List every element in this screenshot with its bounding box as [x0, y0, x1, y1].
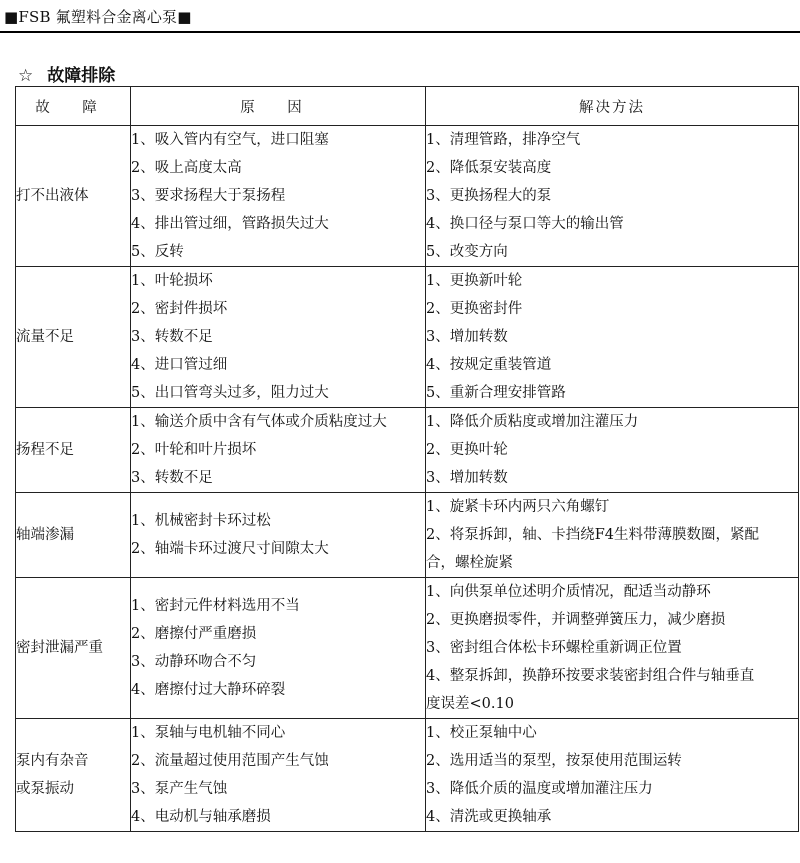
solution-item: 1、更换新叶轮	[426, 273, 523, 289]
cause-item: 3、动静环吻合不匀	[131, 654, 257, 670]
solution-item: 4、整泵拆卸，换静环按要求装密封组合件与轴垂直	[426, 668, 755, 684]
cause-item: 5、出口管弯头过多，阻力过大	[131, 385, 329, 401]
section-title	[18, 61, 115, 86]
solution-item: 5、重新合理安排管路	[426, 385, 566, 401]
fault-label-line: 泵内有杂音	[16, 753, 89, 769]
cause-item: 1、吸入管内有空气，进口阻塞	[131, 132, 329, 148]
solution-cell	[426, 719, 799, 832]
table-row	[16, 493, 799, 578]
solution-item: 3、密封组合体松卡环螺栓重新调正位置	[426, 640, 682, 656]
solution-item: 3、增加转数	[426, 329, 508, 345]
cause-item: 3、转数不足	[131, 470, 213, 486]
fault-cell: 密封泄漏严重	[16, 578, 131, 719]
cause-cell	[131, 267, 426, 408]
cause-cell	[131, 493, 426, 578]
solution-item: 2、选用适当的泵型，按泵使用范围运转	[426, 753, 682, 769]
solution-item: 5、改变方向	[426, 244, 508, 260]
solution-item: 3、更换扬程大的泵	[426, 188, 552, 204]
header-solution	[426, 87, 799, 126]
cause-item: 2、吸上高度太高	[131, 160, 242, 176]
cause-item: 3、转数不足	[131, 329, 213, 345]
solution-item: 1、旋紧卡环内两只六角螺钉	[426, 499, 610, 515]
cause-item: 4、排出管过细，管路损失过大	[131, 216, 329, 232]
troubleshooting-table	[15, 86, 799, 832]
header-fault-label: 故 障	[35, 99, 111, 116]
cause-item: 2、叶轮和叶片损坏	[131, 442, 257, 458]
solution-item: 1、向供泵单位述明介质情况，配适当动静环	[426, 584, 711, 600]
cause-item: 4、进口管过细	[131, 357, 228, 373]
cause-item: 4、电动机与轴承磨损	[131, 809, 271, 825]
cause-item: 1、机械密封卡环过松	[131, 513, 271, 529]
fault-label-line: 或泵振动	[16, 781, 74, 797]
cause-item: 3、泵产生气蚀	[131, 781, 228, 797]
cause-item: 2、轴端卡环过渡尺寸间隙太大	[131, 541, 329, 557]
cause-item: 4、磨擦付过大静环碎裂	[131, 682, 286, 698]
solution-cell	[426, 126, 799, 267]
table-row	[16, 126, 799, 267]
cause-item: 1、叶轮损坏	[131, 273, 213, 289]
fault-cell: 扬程不足	[16, 408, 131, 493]
cause-item: 2、磨擦付严重磨损	[131, 626, 257, 642]
fault-cell	[16, 719, 131, 832]
cause-item: 1、输送介质中含有气体或介质粘度过大	[131, 414, 387, 430]
header-cause	[131, 87, 426, 126]
solution-item: 3、降低介质的温度或增加灌注压力	[426, 781, 653, 797]
header-cause-label: 原 因	[240, 99, 316, 116]
fault-cell: 轴端渗漏	[16, 493, 131, 578]
solution-item: 1、校正泵轴中心	[426, 725, 537, 741]
table-row	[16, 267, 799, 408]
table-row	[16, 408, 799, 493]
solution-item: 2、更换磨损零件，并调整弹簧压力，减少磨损	[426, 612, 726, 628]
solution-item: 合，螺栓旋紧	[426, 555, 513, 571]
header-fault	[16, 87, 131, 126]
cause-item: 2、流量超过使用范围产生气蚀	[131, 753, 329, 769]
cause-item: 5、反转	[131, 244, 184, 260]
cause-cell	[131, 719, 426, 832]
table-header-row	[16, 87, 799, 126]
cause-item: 3、要求扬程大于泵扬程	[131, 188, 286, 204]
solution-cell	[426, 578, 799, 719]
header-rule	[0, 31, 800, 33]
section-title-text: 故障排除	[47, 66, 116, 86]
cause-cell	[131, 408, 426, 493]
header-solution-label: 解决方法	[579, 99, 645, 116]
cause-item: 2、密封件损坏	[131, 301, 228, 317]
solution-item: 3、增加转数	[426, 470, 508, 486]
cause-cell	[131, 126, 426, 267]
solution-item: 2、降低泵安装高度	[426, 160, 552, 176]
table-row	[16, 719, 799, 832]
solution-cell	[426, 493, 799, 578]
solution-cell	[426, 267, 799, 408]
solution-item: 度误差<0.10	[426, 696, 514, 712]
solution-item: 4、按规定重装管道	[426, 357, 552, 373]
solution-item: 2、更换叶轮	[426, 442, 508, 458]
solution-item: 4、清洗或更换轴承	[426, 809, 552, 825]
solution-cell	[426, 408, 799, 493]
star-icon: ☆	[18, 66, 34, 86]
solution-item: 1、清理管路，排净空气	[426, 132, 581, 148]
fault-cell: 打不出液体	[16, 126, 131, 267]
solution-item: 2、将泵拆卸，轴、卡挡绕F4生料带薄膜数圈，紧配	[426, 527, 760, 543]
cause-item: 1、密封元件材料选用不当	[131, 598, 300, 614]
fault-cell: 流量不足	[16, 267, 131, 408]
table-row	[16, 578, 799, 719]
document-header: ■FSB 氟塑料合金离心泵■	[4, 8, 192, 26]
solution-item: 2、更换密封件	[426, 301, 523, 317]
cause-cell	[131, 578, 426, 719]
solution-item: 1、降低介质粘度或增加注灌压力	[426, 414, 639, 430]
solution-item: 4、换口径与泵口等大的输出管	[426, 216, 624, 232]
cause-item: 1、泵轴与电机轴不同心	[131, 725, 286, 741]
